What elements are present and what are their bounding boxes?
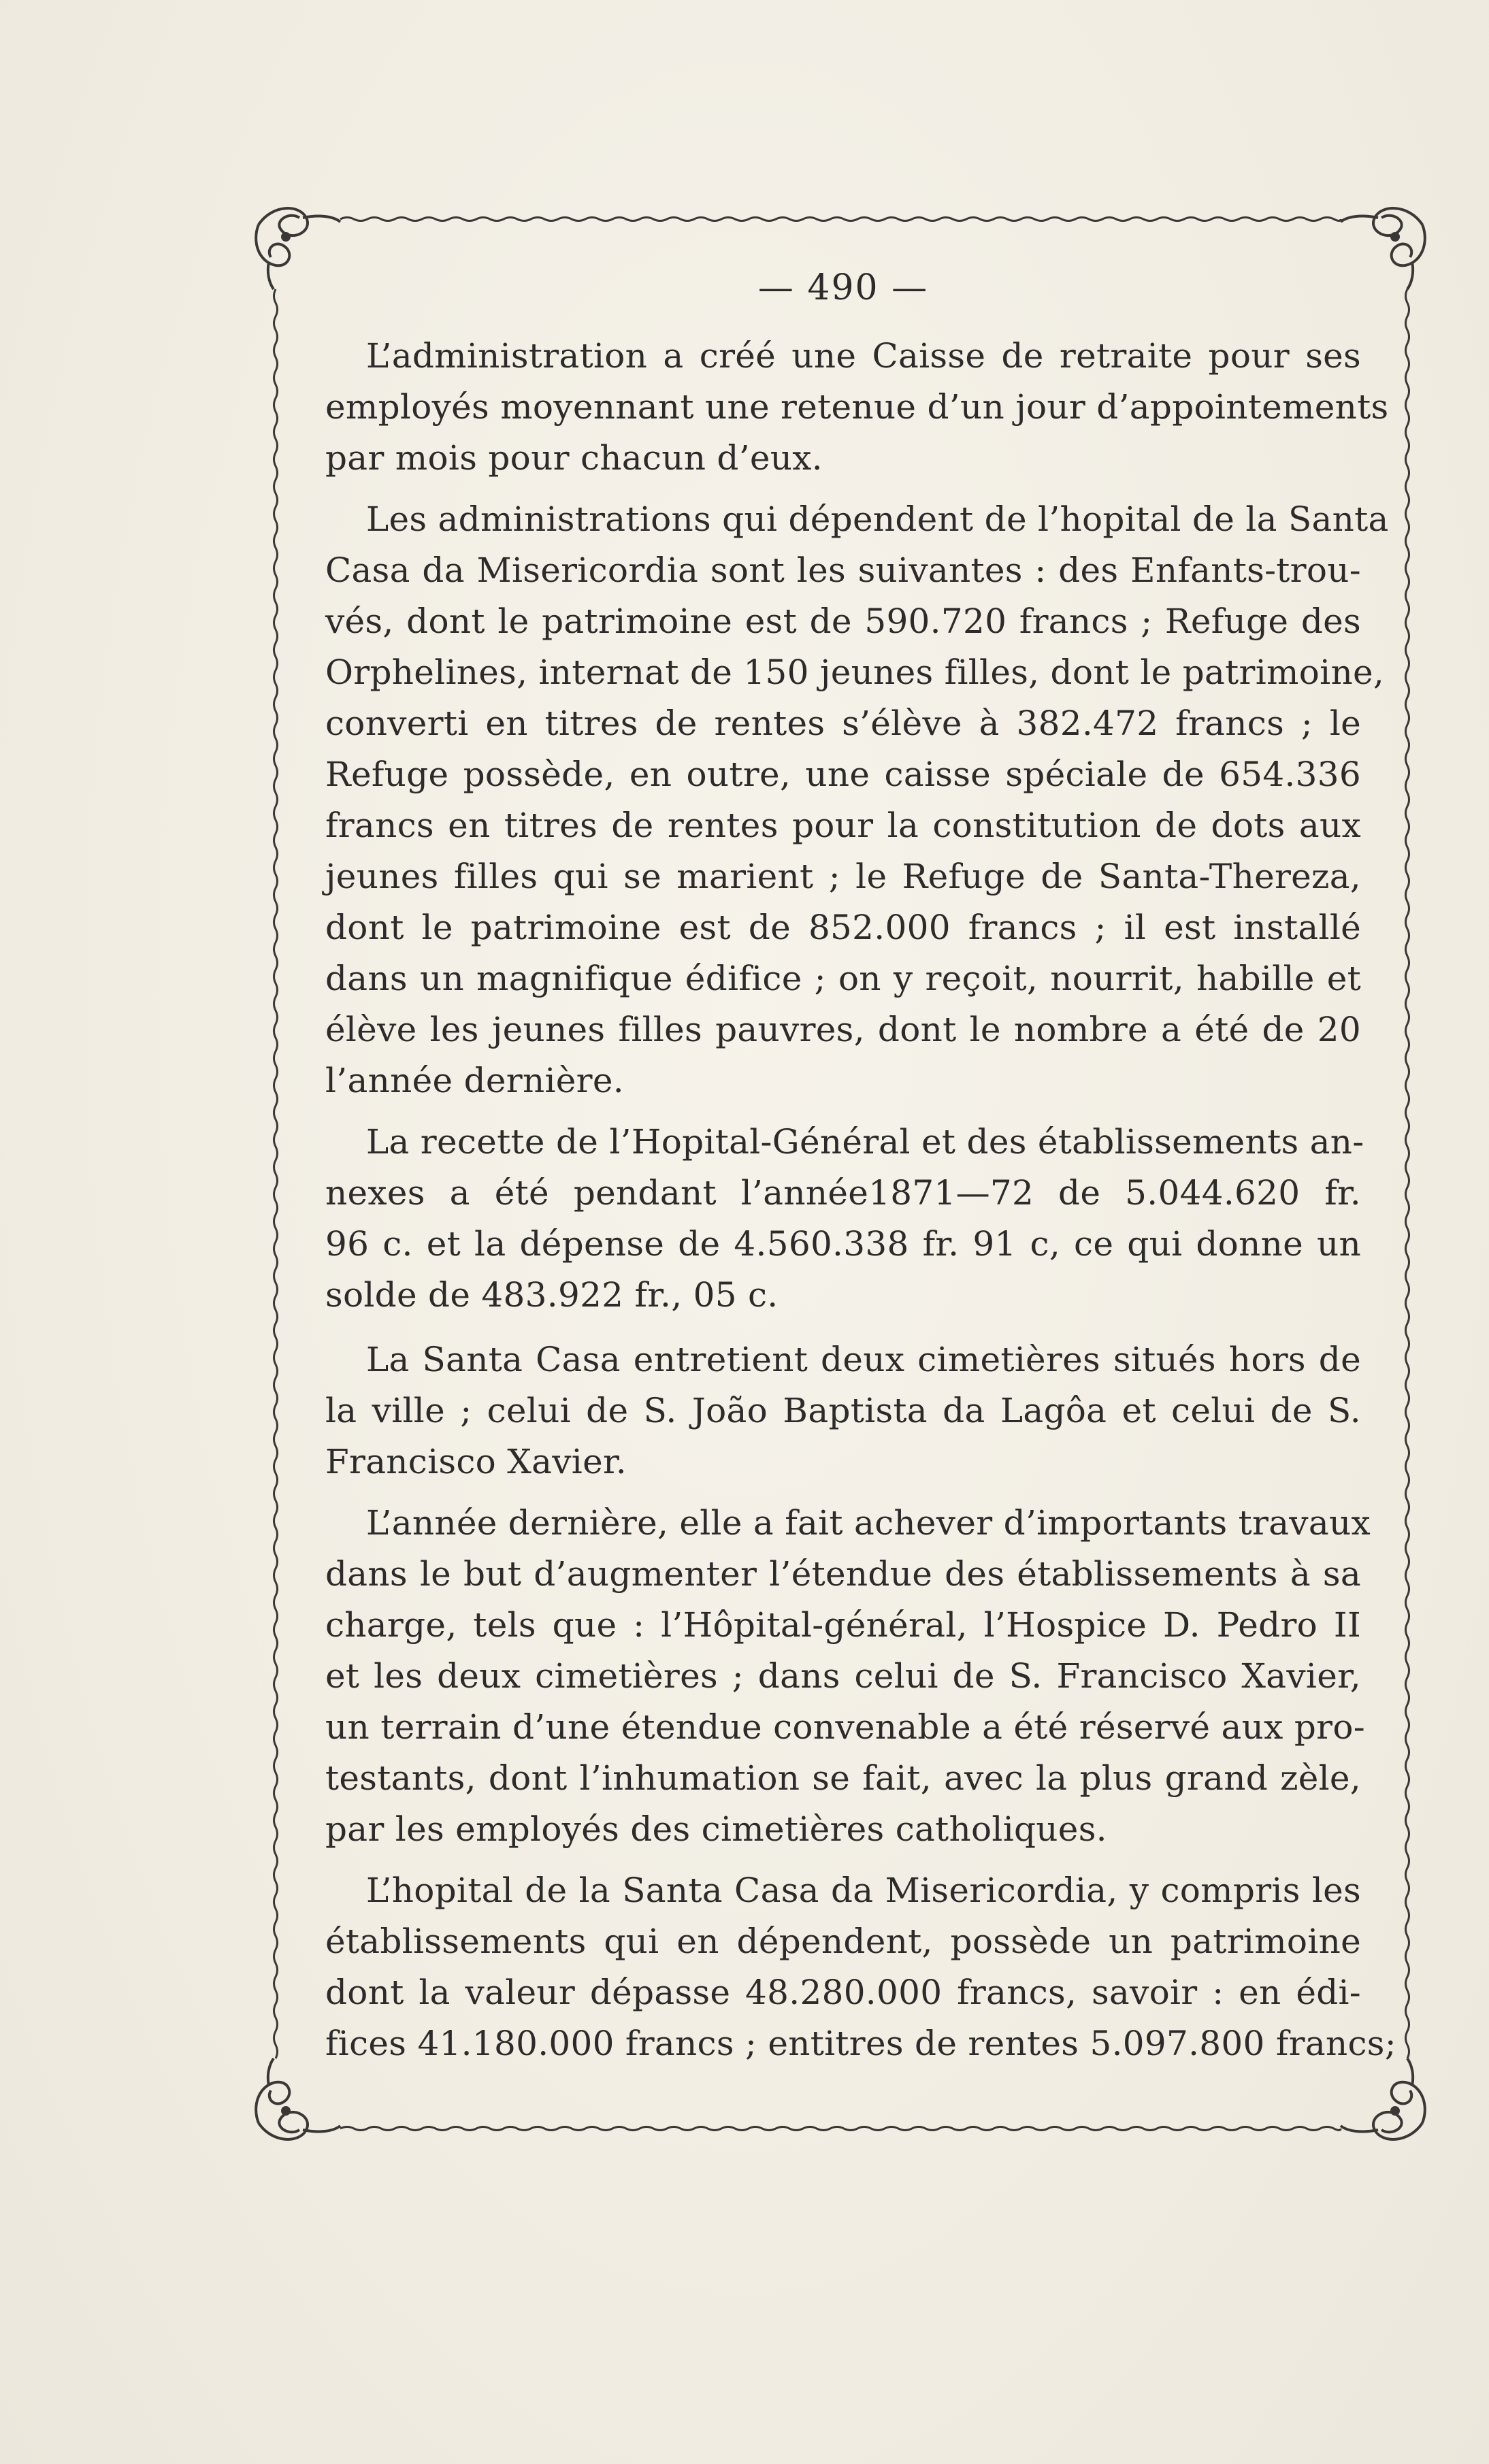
text-line: Refuge possède, en outre, une caisse spéciale de 654.336	[325, 755, 1361, 794]
text-line: L’administration a créé une Caisse de retraite pour ses	[366, 336, 1361, 376]
text-line: employés moyennant une retenue d’un jour d’appointements	[325, 387, 1389, 427]
border-right-wave	[1406, 289, 1409, 2058]
text-line: élève les jeunes filles pauvres, dont le nombre a été de 20	[325, 1010, 1361, 1049]
text-line: testants, dont l’inhumation se fait, avec la plus grand zèle,	[325, 1758, 1361, 1798]
border-top-wave	[340, 218, 1341, 221]
text-line: dont la valeur dépasse 48.280.000 francs, savoir : en édi-	[325, 1973, 1361, 2012]
corner-flourish-bottom-left	[256, 2058, 340, 2139]
border-bottom-wave	[340, 2127, 1341, 2131]
text-line: l’année dernière.	[325, 1061, 624, 1100]
text-line: La Santa Casa entretient deux cimetières situés hors de	[366, 1340, 1361, 1379]
text-line: La recette de l’Hopital-Général et des établissements an-	[366, 1122, 1364, 1162]
text-line: converti en titres de rentes s’élève à 382.472 francs ; le	[325, 704, 1361, 743]
text-line: établissements qui en dépendent, possède un patrimoine	[325, 1922, 1361, 1961]
text-line: Casa da Misericordia sont les suivantes : des Enfants-trou-	[325, 551, 1361, 590]
text-line: nexes a été pendant l’année1871—72 de 5.044.620 fr.	[325, 1173, 1361, 1213]
text-line: Les administrations qui dépendent de l’hopital de la Santa	[366, 499, 1389, 539]
text-line: 96 c. et la dépense de 4.560.338 fr. 91 c, ce qui donne un	[325, 1224, 1361, 1264]
text-line: par mois pour chacun d’eux.	[325, 438, 823, 478]
text-line: charge, tels que : l’Hôpital-général, l’Hospice D. Pedro II	[325, 1605, 1361, 1645]
text-line: dans un magnifique édifice ; on y reçoit, nourrit, habille et	[325, 959, 1361, 998]
text-line: par les employés des cimetières catholiques.	[325, 1809, 1107, 1849]
text-line: L’année dernière, elle a fait achever d’importants travaux	[366, 1503, 1371, 1543]
text-line: et les deux cimetières ; dans celui de S. Francisco Xavier,	[325, 1656, 1361, 1696]
text-line: fices 41.180.000 francs ; entitres de rentes 5.097.800 francs;	[325, 2024, 1396, 2063]
text-line: vés, dont le patrimoine est de 590.720 francs ; Refuge des	[325, 602, 1361, 641]
corner-flourish-bottom-right	[1341, 2058, 1425, 2139]
text-line: dans le but d’augmenter l’étendue des établissements à sa	[325, 1554, 1361, 1594]
text-line: un terrain d’une étendue convenable a été réservé aux pro-	[325, 1707, 1365, 1747]
text-line: jeunes filles qui se marient ; le Refuge de Santa-Thereza,	[325, 857, 1361, 896]
text-line: la ville ; celui de S. João Baptista da Lagôa et celui de S.	[325, 1391, 1361, 1430]
text-line: solde de 483.922 fr., 05 c.	[325, 1275, 779, 1315]
text-line: francs en titres de rentes pour la constitution de dots aux	[325, 806, 1361, 845]
page-number: — 490 —	[757, 267, 929, 308]
text-line: Orphelines, internat de 150 jeunes filles, dont le patrimoine,	[325, 653, 1385, 692]
text-line: dont le patrimoine est de 852.000 francs ; il est installé	[325, 908, 1361, 947]
text-line: L’hopital de la Santa Casa da Misericordia, y compris les	[366, 1871, 1361, 1910]
text-line: Francisco Xavier.	[325, 1442, 627, 1481]
border-left-wave	[274, 289, 278, 2058]
